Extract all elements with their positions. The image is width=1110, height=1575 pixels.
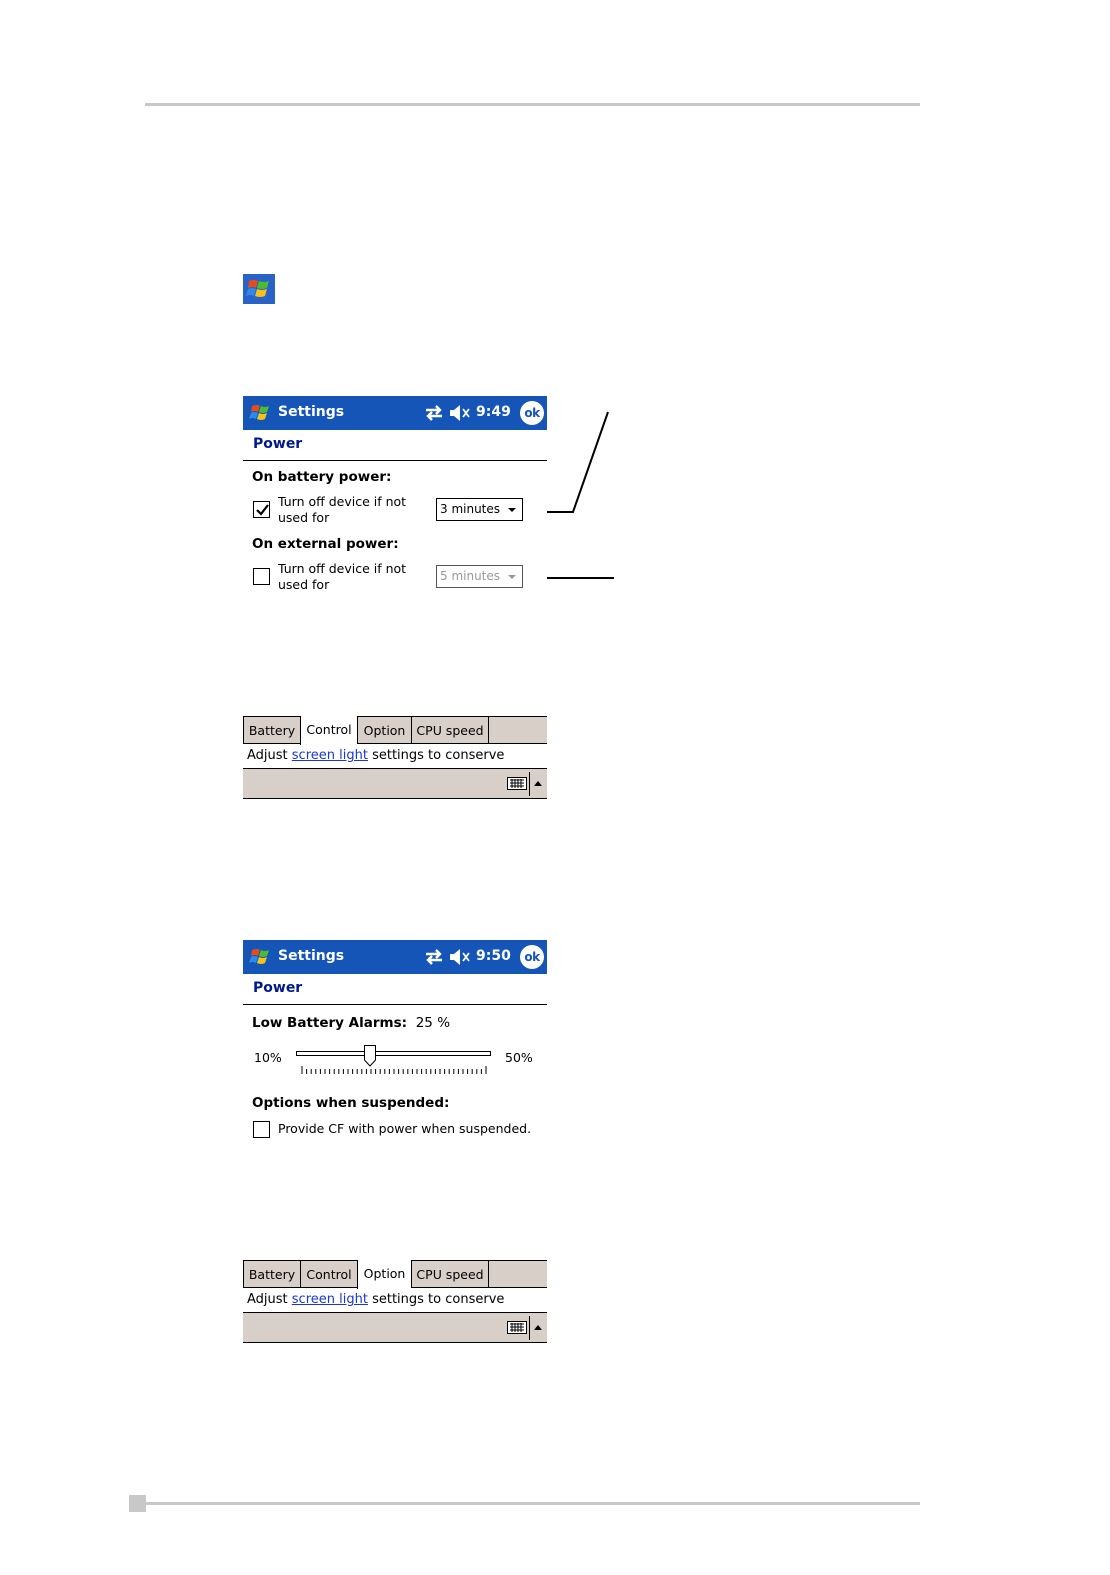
external-timeout-value: 5 minutes	[440, 569, 501, 583]
command-bar	[243, 768, 547, 799]
start-menu-icon[interactable]	[248, 401, 273, 425]
title-bar	[243, 396, 547, 430]
alarm-slider-thumb[interactable]	[364, 1045, 376, 1067]
screen-light-link[interactable]: screen light	[291, 1292, 368, 1307]
connectivity-icon[interactable]	[424, 949, 444, 965]
tab-battery[interactable]: Battery	[243, 716, 300, 744]
input-menu-arrow-icon[interactable]	[534, 1325, 542, 1330]
hint-prefix: Adjust	[247, 1292, 292, 1307]
battery-timeout-dropdown[interactable]	[436, 498, 523, 521]
external-checkbox-label-line1: Turn off device if not	[278, 561, 407, 576]
title-bar	[243, 940, 547, 974]
chevron-down-icon	[508, 508, 516, 512]
battery-timeout-value: 3 minutes	[440, 502, 501, 516]
window-title: Settings	[278, 948, 345, 964]
sip-divider	[529, 772, 530, 796]
alarm-label: Low Battery Alarms:	[252, 1015, 408, 1031]
battery-turn-off-checkbox[interactable]	[253, 501, 270, 518]
ok-button[interactable]: ok	[520, 401, 544, 425]
power-settings-screen-1	[243, 396, 547, 606]
alarm-slider-track[interactable]	[296, 1051, 491, 1056]
battery-power-heading: On battery power:	[252, 469, 392, 485]
tab-option[interactable]: Option	[357, 1260, 411, 1289]
keyboard-icon[interactable]	[507, 1321, 527, 1334]
hint-suffix: settings to conserve	[372, 748, 505, 763]
section-title: Power	[243, 430, 547, 461]
window-title: Settings	[278, 404, 345, 420]
external-checkbox-label	[278, 561, 418, 593]
battery-checkbox-label	[278, 494, 418, 526]
connectivity-icon[interactable]	[424, 405, 444, 421]
external-checkbox-label-line2: used for	[278, 577, 330, 592]
slider-max-label: 50%	[505, 1050, 533, 1065]
options-suspended-heading: Options when suspended:	[252, 1095, 450, 1111]
alarm-value: 25 %	[415, 1015, 451, 1031]
provide-cf-power-label: Provide CF with power when suspended.	[278, 1121, 532, 1136]
external-timeout-dropdown[interactable]	[436, 565, 523, 588]
tab-strip-2	[243, 1260, 547, 1343]
section-title: Power	[243, 974, 547, 1005]
power-settings-screen-2	[243, 940, 547, 1150]
provide-cf-power-checkbox[interactable]	[253, 1121, 270, 1138]
low-battery-alarms-label	[252, 1015, 450, 1031]
tab-bar	[243, 1260, 547, 1288]
speaker-muted-icon[interactable]	[449, 948, 471, 966]
tab-cpu-speed[interactable]: CPU speed	[411, 716, 489, 744]
command-bar	[243, 1312, 547, 1343]
tab-battery[interactable]: Battery	[243, 1260, 300, 1288]
battery-checkbox-label-line1: Turn off device if not	[278, 494, 407, 509]
tab-cpu-speed[interactable]: CPU speed	[411, 1260, 489, 1288]
start-menu-icon[interactable]	[248, 945, 273, 969]
tab-strip-1	[243, 716, 547, 799]
hint-prefix: Adjust	[247, 748, 292, 763]
tab-hint-text	[243, 1288, 547, 1312]
external-power-heading: On external power:	[252, 536, 399, 552]
sip-divider	[529, 1316, 530, 1340]
clock[interactable]: 9:50	[476, 948, 511, 964]
slider-min-label: 10%	[254, 1050, 282, 1065]
external-turn-off-checkbox[interactable]	[253, 568, 270, 585]
keyboard-icon[interactable]	[507, 777, 527, 790]
clock[interactable]: 9:49	[476, 404, 511, 420]
tab-hint-text	[243, 744, 547, 768]
hint-suffix: settings to conserve	[372, 1292, 505, 1307]
alarm-slider-ticks	[301, 1066, 487, 1074]
tab-control[interactable]: Control	[300, 716, 357, 745]
speaker-muted-icon[interactable]	[449, 404, 471, 422]
input-menu-arrow-icon[interactable]	[534, 781, 542, 786]
chevron-down-icon	[508, 575, 516, 579]
tab-control[interactable]: Control	[300, 1260, 357, 1288]
battery-checkbox-label-line2: used for	[278, 510, 330, 525]
tab-option[interactable]: Option	[357, 716, 411, 744]
ok-button[interactable]: ok	[520, 945, 544, 969]
screen-light-link[interactable]: screen light	[291, 748, 368, 763]
checkmark-icon	[254, 502, 271, 519]
tab-bar	[243, 716, 547, 744]
